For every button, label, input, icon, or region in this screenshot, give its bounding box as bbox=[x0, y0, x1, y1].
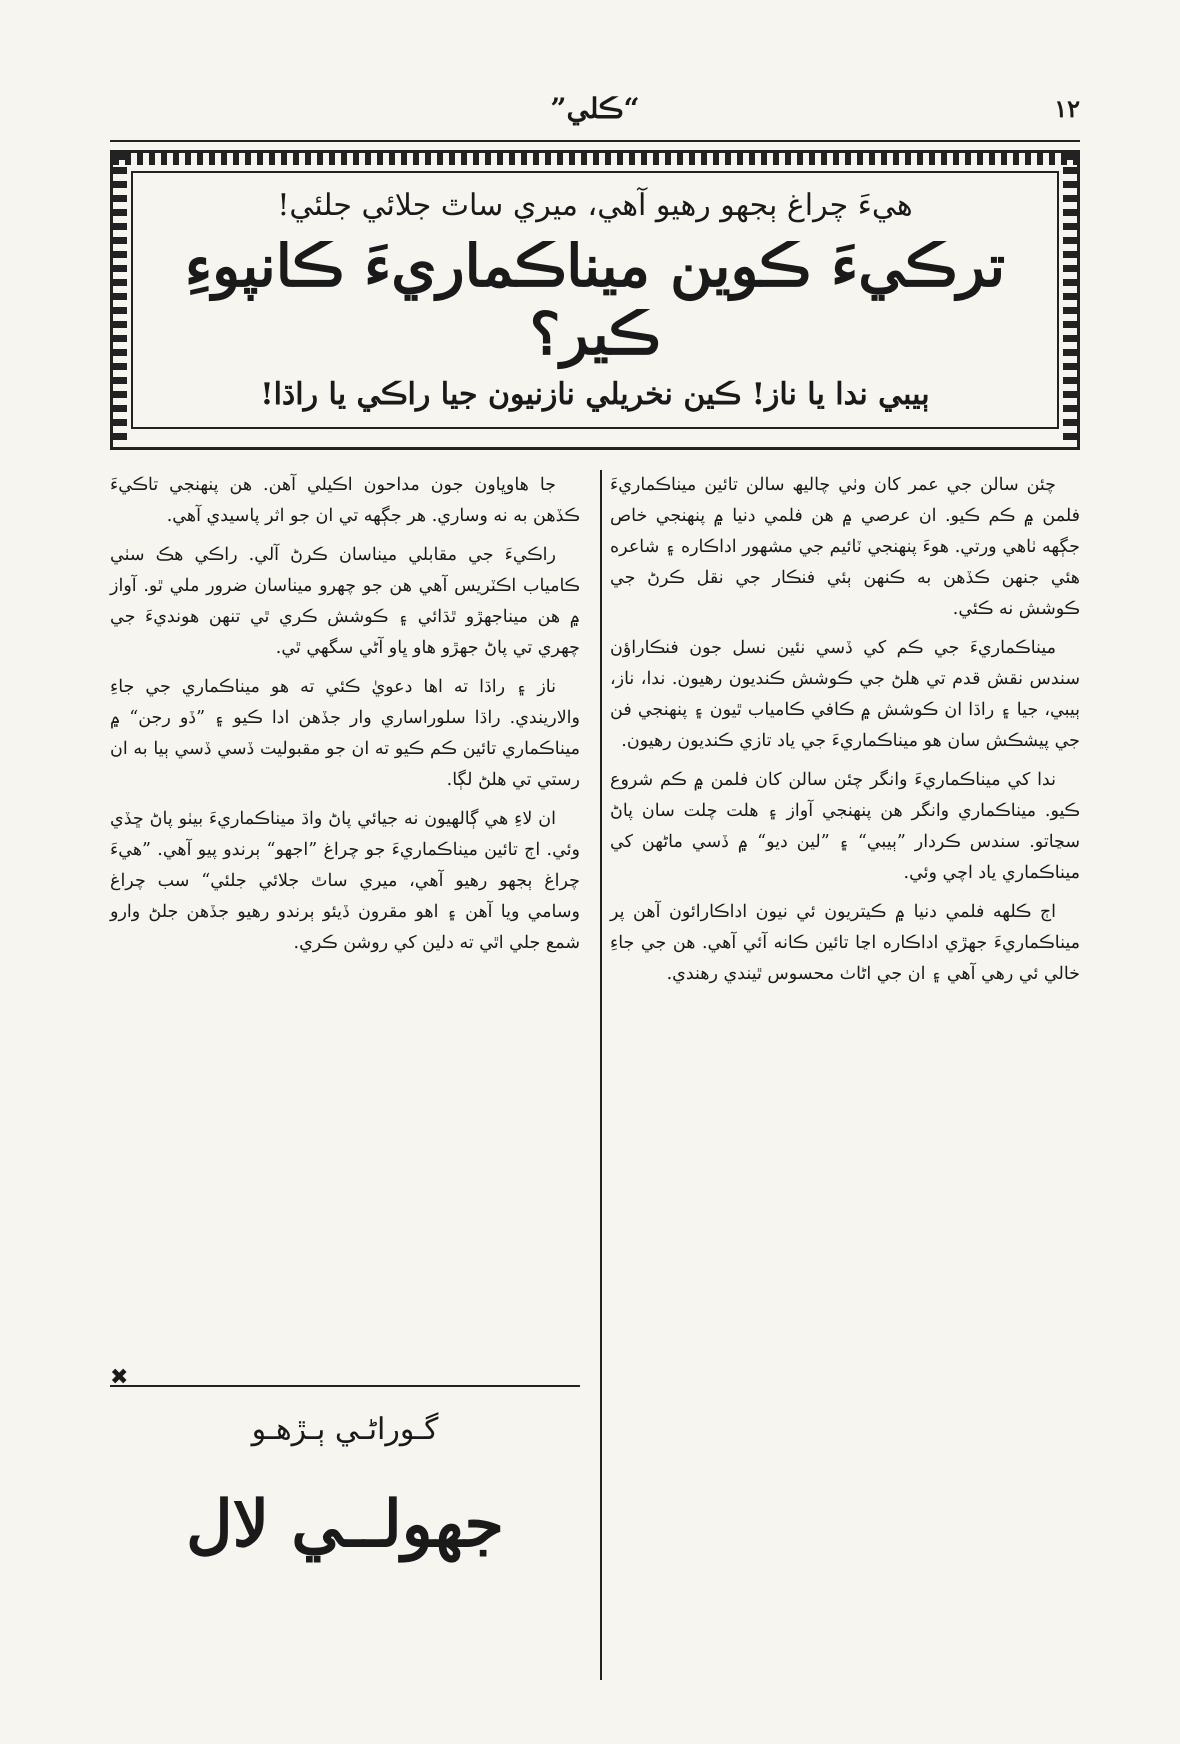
newspaper-page bbox=[110, 90, 1080, 1690]
paragraph: چئن سالن جي عمر کان وٺي چاليھ سالن تائين ميناڪماريءَ فلمن ۾ ڪم ڪيو. ان عرصي ۾ هن فلمي دنيا ۾ پنهنجي خاص جڳهه ٺاهي ورتي. هوءَ پنهنجي ٽائيم جي مشهور اداڪاره ۽ شاعره هئي جنهن ڪڏهن به ڪنهن ٻئي فنڪار جي نقل ڪرڻ جي ڪوشش نه ڪئي. bbox=[610, 475, 1080, 619]
banner-kicker: ھيءَ چراغ ٻجھو رهيو آهي، ميري ساٿ جلائي جلئي! bbox=[277, 187, 913, 223]
star-ornament-icon: ✖ bbox=[110, 1365, 129, 1390]
decorative-border-left bbox=[113, 153, 127, 447]
paragraph: ندا کي ميناڪماريءَ وانگر چئن سالن کان فلمن ۾ ڪم شروع ڪيو. ميناڪماري وانگر هن پنهنجي آواز ۽ هلت چلت سان پاڻ سڃاتو. سندس ڪردار ”ٻيبي“ ۽ ”لين ديو“ ۾ ڏسي ماڻهن کي ميناڪماري ياد اچي وئي. bbox=[610, 770, 1080, 883]
advertisement-box bbox=[110, 1365, 580, 1687]
advert-tagline: گـوراڻـي ٻـڙھـو bbox=[251, 1412, 439, 1447]
decorative-border-right bbox=[1063, 153, 1077, 447]
paragraph: ميناڪماريءَ جي ڪم کي ڏسي نئين نسل جون فنڪاراؤن سندس نقش قدم تي هلڻ جي ڪوشش ڪنديون رهيون. ندا، ناز، ٻيبي، جيا ۽ راڌا ان ڪوشش ۾ ڪافي ڪامياب ٿيون ۽ پنهنجي فن جي پيشڪش سان هو ميناڪماريءَ جي ياد تازي ڪنديون رهيون. bbox=[610, 638, 1080, 751]
banner-text-box bbox=[131, 171, 1059, 429]
paragraph: جا هاوڀاون جون مداحون اڪيلي آهن. هن پنهنجي تاڪيءَ ڪڏهن به نه وساري. هر جڳهه تي ان جو اثر پاسيدي آهي. bbox=[110, 475, 580, 526]
banner-subhead: ٻيبي ندا يا ناز! ڪين نخريلي نازنيون جيا راڪي يا راڌا! bbox=[260, 377, 930, 413]
banner-headline: ترڪيءَ ڪوين ميناڪماريءَ ڪانپوءِ ڪير؟ bbox=[184, 231, 1006, 368]
paragraph: ان لاءِ هي ڳالهيون نه جيائي پاڻ واڌ ميناڪماريءَ بيٺو پاڻ ڇڏي وئي. اڄ تائين ميناڪماريءَ جو چراغ ”اجهو“ ٻرندو پيو آهي. ”ھيءَ چراغ ٻجهو رهيو آهي، ميري ساٿ جلائي جلئي“ سب چراغ وسامي ويا آهن ۽ اهو مقرون ڏيئو ٻرندو رهيو جڏهن جلڻ وارو شمع جلي اٿي ته دلين کي روشن ڪري. bbox=[110, 809, 580, 953]
paragraph: اڄ ڪلهه فلمي دنيا ۾ ڪيتريون ئي نيون اداڪارائون آهن پر ميناڪماريءَ جهڙي اداڪاره اڃا تائين ڪانه آئي آهي. هن جي جاءِ خالي ئي رهي آهي ۽ ان جي اڻاٺ محسوس ٿيندي رهندي. bbox=[610, 902, 1080, 984]
paragraph: راڪيءَ جي مقابلي ميناسان ڪرڻ آلي. راڪي هڪ سٺي ڪامياب اڪٽريس آهي هن جو چهرو ميناسان ضرور ملي ٿو. آواز ۾ هن ميناجهڙو ٿڌائي ۽ ڪوشش ڪري ٿي تنهن هونديءَ جي چهري تي پاڻ جهڙو هاو ڀاو آڻي سگهي ٿي. bbox=[110, 545, 580, 658]
article-columns bbox=[110, 470, 1080, 1690]
article-column-right bbox=[610, 470, 1080, 1680]
page-header bbox=[110, 90, 1080, 142]
column-divider bbox=[600, 470, 602, 1680]
page-number: ١٢ bbox=[1054, 94, 1080, 123]
headline-banner bbox=[110, 150, 1080, 450]
paragraph: ناز ۽ راڌا ته اها دعويٰ ڪئي ته هو ميناڪماري جي جاءِ والاريندي. راڌا سلوراساري وار جڏهن ادا ڪيو ۽ ”ڏو رجن“ ۾ ميناڪماري تائين ڪم ڪيو ته ان جو مقبوليت ڏسي ڏسي ٻيا به ان رستي تي هلڻ لڳا. bbox=[110, 677, 580, 790]
advert-brand: جهولــي لال bbox=[186, 1487, 504, 1562]
masthead-title: ”ڪلي“ bbox=[550, 92, 640, 125]
